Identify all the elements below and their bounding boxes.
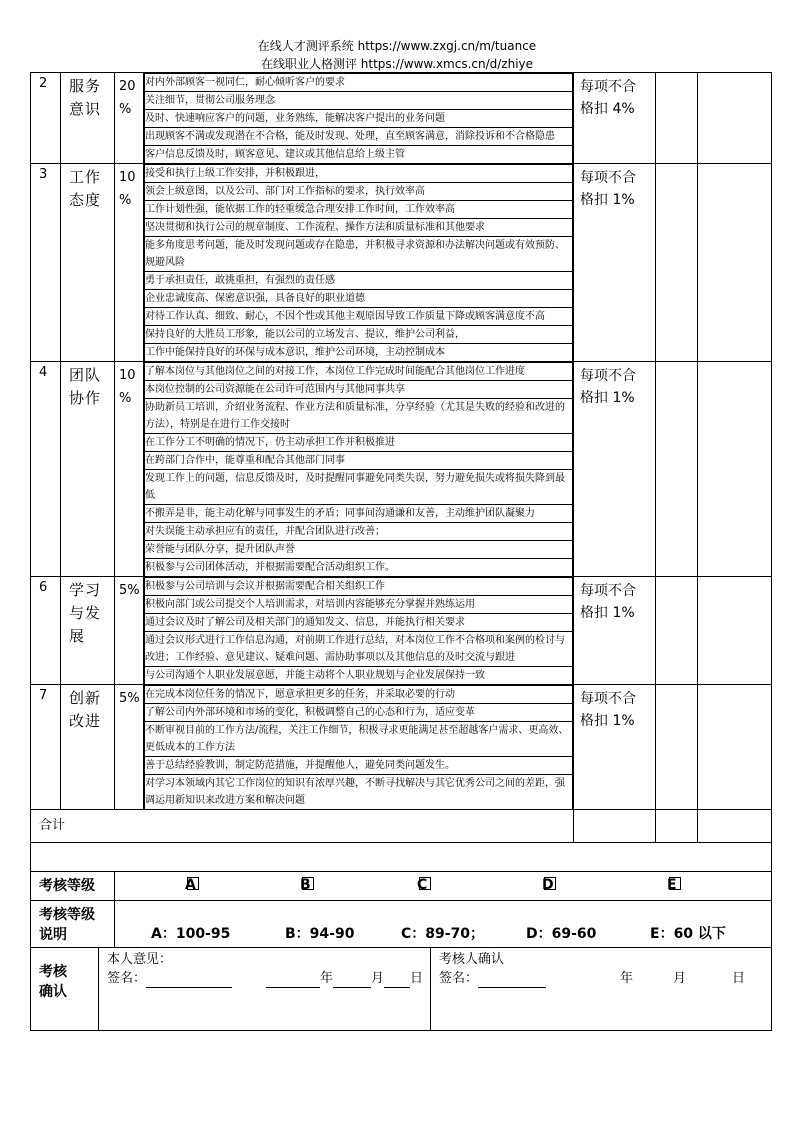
category-label: 团队 协作 [61, 362, 115, 577]
criteria-item: 本岗位控制的公司资源能在公司许可范围内与其他同事共享 [145, 381, 573, 399]
self-opinion-cell[interactable] [99, 948, 431, 1031]
grade-options: A B C D E [115, 872, 772, 901]
criteria-item: 积极向部门或公司提交个人培训需求，对培训内容能够充分掌握并熟练运用 [145, 596, 573, 614]
signature-field[interactable] [146, 973, 232, 988]
grade-range-d: D：69-60 [526, 926, 597, 942]
checkbox-icon [544, 877, 556, 890]
total-cell-final [698, 810, 772, 843]
criteria-item: 领会上级意图，以及公司、部门对工作指标的要求，执行效率高 [145, 183, 573, 201]
grade-range-c: C：89-70； [401, 926, 485, 942]
criteria-row [31, 577, 772, 685]
row-number: 6 [31, 577, 61, 685]
criteria-row [31, 685, 772, 810]
checkbox-icon [669, 877, 681, 890]
criteria-item: 对学习本领域内其它工作岗位的知识有浓厚兴趣，不断寻找解决与其它优秀公司之间的差距，强调运用新知识来改进方案和解决问题 [145, 775, 573, 810]
total-row [31, 810, 772, 843]
total-cell-penalty [574, 810, 656, 843]
weight: 10 % [115, 362, 144, 577]
criteria-items [144, 73, 574, 164]
category-label: 创新 改进 [61, 685, 115, 810]
reviewer-label: 考核人确认 [439, 952, 505, 967]
criteria-item: 积极参与公司团体活动，并根据需要配合活动组织工作。 [145, 559, 573, 577]
criteria-item: 在工作分工不明确的情况下，仍主动承担工作并积极推进 [145, 434, 573, 452]
review-score-cell[interactable] [698, 577, 772, 685]
weight: 10 % [115, 164, 144, 362]
review-score-cell[interactable] [698, 362, 772, 577]
criteria-item: 了解本岗位与其他岗位之间的对接工作，本岗位工作完成时间能配合其他岗位工作进度 [145, 363, 573, 381]
self-sign-line: 签名： 年 月 日 [107, 971, 424, 986]
category-label: 工作 态度 [61, 164, 115, 362]
year-field[interactable] [266, 973, 320, 988]
criteria-item: 通过会议形式进行工作信息沟通，对前期工作进行总结，对本岗位工作不合格项和案例的检讨与改进；工作经验、意见建议、疑难问题、需协助事项以及其他信息的及时交流与跟进 [145, 632, 573, 667]
grade-row [31, 872, 772, 901]
weight: 20 % [115, 73, 144, 164]
row-number: 7 [31, 685, 61, 810]
total-cell-score [656, 810, 698, 843]
review-score-cell[interactable] [698, 685, 772, 810]
row-number: 3 [31, 164, 61, 362]
category-label: 服务 意识 [61, 73, 115, 164]
weight: 5% [115, 577, 144, 685]
grade-desc-row [31, 901, 772, 948]
criteria-item: 工作计划性强，能依据工作的轻重缓急合理安排工作时间，工作效率高 [145, 201, 573, 219]
criteria-item: 对待工作认真、细致、耐心，不因个性或其他主观原因导致工作质量下降或顾客满意度不高 [145, 308, 573, 326]
self-score-cell[interactable] [656, 577, 698, 685]
review-score-cell[interactable] [698, 164, 772, 362]
criteria-item: 关注细节，贯彻公司服务理念 [145, 92, 573, 110]
criteria-item: 能多角度思考问题，能及时发现问题或存在隐患，并积极寻求资源和办法解决问题或有效预防、规避风险 [145, 237, 573, 272]
self-score-cell[interactable] [656, 164, 698, 362]
evaluation-table [30, 72, 772, 948]
penalty-rule: 每项不合 格扣 1% [574, 362, 656, 577]
month-field[interactable] [333, 973, 371, 988]
reviewer-signature-field[interactable] [478, 973, 546, 988]
header-line-2: 在线职业人格测评 https://www.xmcs.cn/d/zhiye [260, 57, 534, 71]
grade-range-b: B：94-90 [285, 926, 355, 942]
criteria-item: 企业忠诚度高、保密意识强，具备良好的职业道德 [145, 290, 573, 308]
criteria-item: 对内外部顾客一视同仁，耐心倾听客户的要求 [145, 74, 573, 92]
review-score-cell[interactable] [698, 73, 772, 164]
total-label: 合计 [31, 810, 574, 843]
grade-desc-label: 考核等级 说明 [31, 901, 115, 948]
self-opinion-label: 本人意见： [107, 952, 173, 967]
criteria-item: 荣誉能与团队分享，提升团队声誉 [145, 541, 573, 559]
criteria-row [31, 164, 772, 362]
grade-range-a: A：100-95 [151, 926, 231, 942]
criteria-items [144, 164, 574, 362]
checkbox-icon [419, 877, 431, 890]
criteria-item: 客户信息反馈及时，顾客意见、建议或其他信息给上级主管 [145, 146, 573, 164]
day-field[interactable] [384, 973, 410, 988]
row-number: 2 [31, 73, 61, 164]
criteria-item: 在完成本岗位任务的情况下，愿意承担更多的任务，并采取必要的行动 [145, 686, 573, 704]
weight: 5% [115, 685, 144, 810]
self-score-cell[interactable] [656, 73, 698, 164]
reviewer-sign-line: 签名： 年 月 日 [439, 971, 746, 986]
criteria-item: 协助新员工培训，介绍业务流程、作业方法和质量标准，分享经验（尤其是失败的经验和改进的方法），特别是在进行工作交接时 [145, 399, 573, 434]
blank-row [31, 843, 772, 872]
checkbox-icon [187, 877, 199, 890]
criteria-item: 在跨部门合作中，能尊重和配合其他部门同事 [145, 452, 573, 470]
criteria-row [31, 73, 772, 164]
confirm-label: 考核 确认 [31, 948, 99, 1031]
criteria-row [31, 362, 772, 577]
reviewer-cell[interactable] [431, 948, 772, 1031]
criteria-item: 善于总结经验教训，制定防范措施，并提醒他人，避免同类问题发生。 [145, 757, 573, 775]
criteria-item: 与公司沟通个人职业发展意愿，并能主动将个人职业规划与企业发展保持一致 [145, 667, 573, 685]
row-number: 4 [31, 362, 61, 577]
criteria-item: 对失误能主动承担应有的责任，并配合团队进行改善； [145, 523, 573, 541]
criteria-items [144, 362, 574, 577]
criteria-item: 出现顾客不满或发现潜在不合格，能及时发现、处理，直至顾客满意，消除投诉和不合格隐患 [145, 128, 573, 146]
criteria-item: 勇于承担责任，敢挑重担，有强烈的责任感 [145, 272, 573, 290]
grade-label: 考核等级 [31, 872, 115, 901]
header-line-1: 在线人才测评系统 https://www.zxgj.cn/m/tuance [257, 39, 537, 53]
criteria-item: 保持良好的大胜员工形象，能以公司的立场发言、提议，维护公司利益， [145, 326, 573, 344]
category-label: 学习 与发 展 [61, 577, 115, 685]
criteria-item: 不断审视目前的工作方法/流程，关注工作细节，积极寻求更能满足甚至超越客户需求、更高效、更低成本的工作方法 [145, 722, 573, 757]
penalty-rule: 每项不合 格扣 4% [574, 73, 656, 164]
self-score-cell[interactable] [656, 685, 698, 810]
penalty-rule: 每项不合 格扣 1% [574, 164, 656, 362]
confirm-table [30, 947, 772, 1031]
penalty-rule: 每项不合 格扣 1% [574, 685, 656, 810]
grade-range-e: E：60 以下 [650, 926, 726, 942]
criteria-item: 积极参与公司培训与会议并根据需要配合相关组织工作 [145, 578, 573, 596]
criteria-item: 不搬弄是非，能主动化解与同事发生的矛盾；同事间沟通谦和友善，主动维护团队凝聚力 [145, 505, 573, 523]
penalty-rule: 每项不合 格扣 1% [574, 577, 656, 685]
criteria-items [144, 577, 574, 685]
criteria-item: 及时、快速响应客户的问题，业务熟练，能解决客户提出的业务问题 [145, 110, 573, 128]
criteria-item: 接受和执行上级工作安排，并积极跟进， [145, 165, 573, 183]
criteria-rows [31, 73, 772, 810]
checkbox-icon [302, 877, 314, 890]
grade-ranges [115, 901, 772, 948]
criteria-item: 发现工作上的问题，信息反馈及时，及时提醒同事避免同类失误，努力避免损失或将损失降到最低 [145, 470, 573, 505]
self-score-cell[interactable] [656, 362, 698, 577]
criteria-item: 坚决贯彻和执行公司的规章制度、工作流程、操作方法和质量标准和其他要求 [145, 219, 573, 237]
criteria-item: 工作中能保持良好的环保与成本意识，维护公司环境，主动控制成本 [145, 344, 573, 362]
criteria-item: 了解公司内外部环境和市场的变化，积极调整自己的心态和行为，适应变革 [145, 704, 573, 722]
criteria-items [144, 685, 574, 810]
criteria-item: 通过会议及时了解公司及相关部门的通知发文、信息，并能执行相关要求 [145, 614, 573, 632]
